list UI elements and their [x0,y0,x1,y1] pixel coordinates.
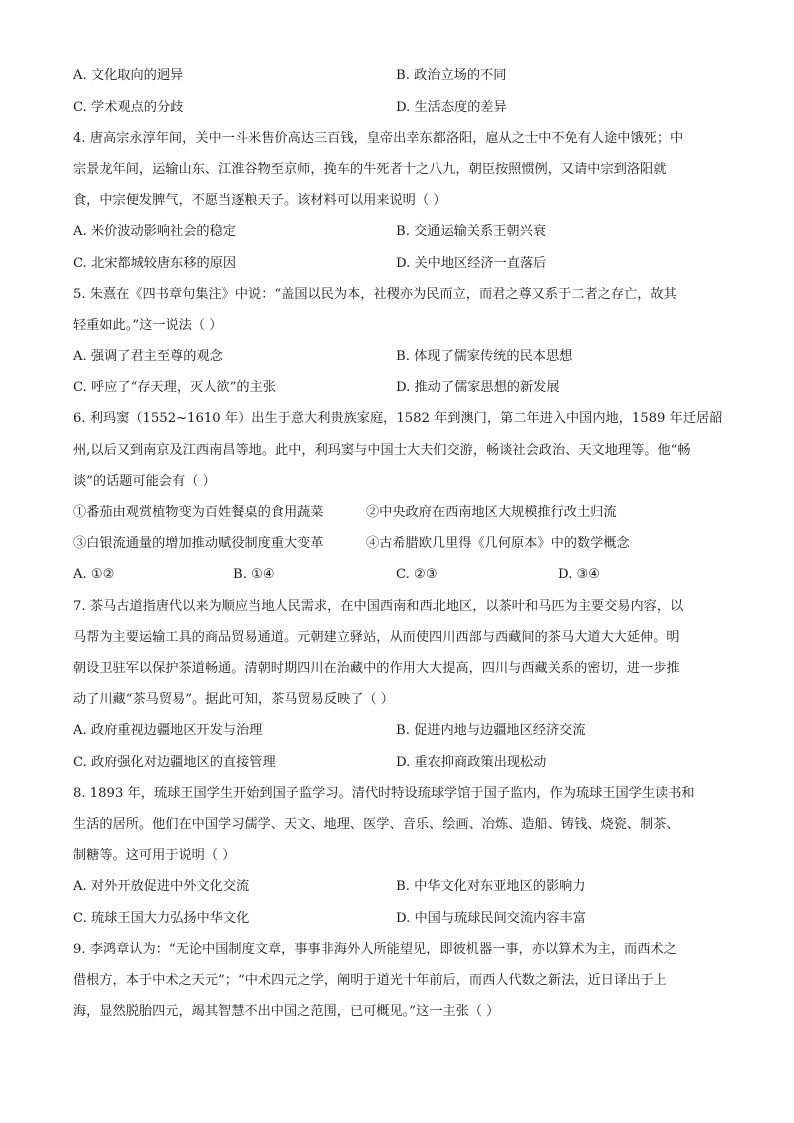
q7-option-c: C. 政府强化对边疆地区的直接管理 [73,755,276,770]
q6-option-c: C. ②③ [396,567,438,582]
prev-option-c: C. 学术观点的分歧 [73,100,184,115]
prev-option-d: D. 生活态度的差异 [396,100,507,115]
q7-stem-line-1: 7. 茶马古道指唐代以来为顺应当地人民需求，在中国西南和西北地区，以茶叶和马匹为主要交易内容，以 [73,599,684,614]
q9-stem-line-2: 借根方，本于中术之天元”；“中术四元之学，阐明于道光十年前后，而西人代数之新法，近日译出于上 [73,973,667,988]
q5-option-a: A. 强调了君主至尊的观念 [73,349,223,364]
q9-stem-line-1: 9. 李鸿章认为：“无论中国制度文章，事事非海外人所能望见，即彼机器一事，亦以算术为主，而西术之 [73,942,677,957]
q6-stem-line-2: 州,以后又到南京及江西南昌等地。此中，利玛窦与中国士大夫们交游，畅谈社会政治、天文地理等。他“畅 [73,443,691,458]
q8-option-a: A. 对外开放促进中外文化交流 [73,879,250,894]
q7-option-a: A. 政府重视边疆地区开发与治理 [73,723,263,738]
q7-option-d: D. 重农抑商政策出现松动 [396,755,547,770]
prev-option-b: B. 政治立场的不同 [396,68,507,83]
q4-option-c: C. 北宋都城较唐东移的原因 [73,256,237,271]
q5-stem-line-2: 轻重如此。”这一说法（ ） [73,318,223,333]
q4-option-a: A. 米价波动影响社会的稳定 [73,224,236,239]
q4-option-d: D. 关中地区经济一直落后 [396,256,547,271]
q6-stem-line-1: 6. 利玛窦（1552~1610 年）出生于意大利贵族家庭，1582 年到澳门，第二年进入中国内地，1589 年迁居韶 [73,411,723,426]
q8-stem-line-1: 8. 1893 年，琉球王国学生开始到国子监学习。清代时特设琉球学馆于国子监内，作为琉球王国学生读书和 [73,786,695,801]
q4-option-b: B. 交通运输关系王朝兴衰 [396,224,546,239]
q7-stem-line-3: 朝设卫驻军以保护茶道畅通。清朝时期四川在治藏中的作用大大提高，四川与西藏关系的密切，进一步推 [73,661,680,676]
q6-option-d: D. ③④ [558,567,601,582]
q5-option-d: D. 推动了儒家思想的新发展 [396,380,560,395]
q5-option-c: C. 呼应了“存天理，灭人欲”的主张 [73,380,276,395]
q6-option-a: A. ①② [73,567,115,582]
q7-stem-line-2: 马帮为主要运输工具的商品贸易通道。元朝建立驿站，从而使四川西部与西藏间的茶马大道大大延伸。明 [73,630,680,645]
q9-stem-line-3: 海，显然脱胎四元，竭其智慧不出中国之范围，已可概见。”这一主张（ ） [73,1004,500,1019]
q5-option-b: B. 体现了儒家传统的民本思想 [396,349,573,364]
prev-option-a: A. 文化取向的迥异 [73,68,184,83]
q5-stem-line-1: 5. 朱熹在《四书章句集注》中说：“盖国以民为本，社稷亦为民而立，而君之尊又系于二者之存亡，故其 [73,287,677,302]
q8-option-c: C. 琉球王国大力弘扬中华文化 [73,911,250,926]
q4-stem-line-3: 食，中宗便发脾气，不愿当逐粮天子。该材料可以用来说明（ ） [73,193,447,208]
q6-item-3: ③白银流通量的增加推动赋役制度重大变革 [73,536,324,551]
q6-item-1: ①番茄由观赏植物变为百姓餐桌的食用蔬菜 [73,505,324,520]
q4-stem-line-1: 4. 唐高宗永淳年间，关中一斗米售价高达三百钱，皇帝出幸东都洛阳，扈从之士中不免有人途中饿死；中 [73,131,684,146]
q7-stem-line-4: 动了川藏“茶马贸易”。据此可知，茶马贸易反映了（ ） [73,692,394,707]
q6-item-2: ②中央政府在西南地区大规模推行改土归流 [366,505,617,520]
q8-stem-line-3: 制糖等。这可用于说明（ ） [73,848,236,863]
q8-option-d: D. 中国与琉球民间交流内容丰富 [396,911,586,926]
q6-stem-line-3: 谈”的话题可能会有（ ） [73,474,216,489]
q6-item-4: ④古希腊欧几里得《几何原本》中的数学概念 [366,536,630,551]
q4-stem-line-2: 宗景龙年间，运输山东、江淮谷物至京师，挽车的牛死者十之八九，朝臣按照惯例，又请中宗到洛阳就 [73,162,667,177]
q6-option-b: B. ①④ [233,567,275,582]
q7-option-b: B. 促进内地与边疆地区经济交流 [396,723,586,738]
q8-option-b: B. 中华文化对东亚地区的影响力 [396,879,586,894]
q8-stem-line-2: 生活的居所。他们在中国学习儒学、天文、地理、医学、音乐、绘画、冶炼、造船、铸钱、烧瓷、制茶、 [73,817,680,832]
